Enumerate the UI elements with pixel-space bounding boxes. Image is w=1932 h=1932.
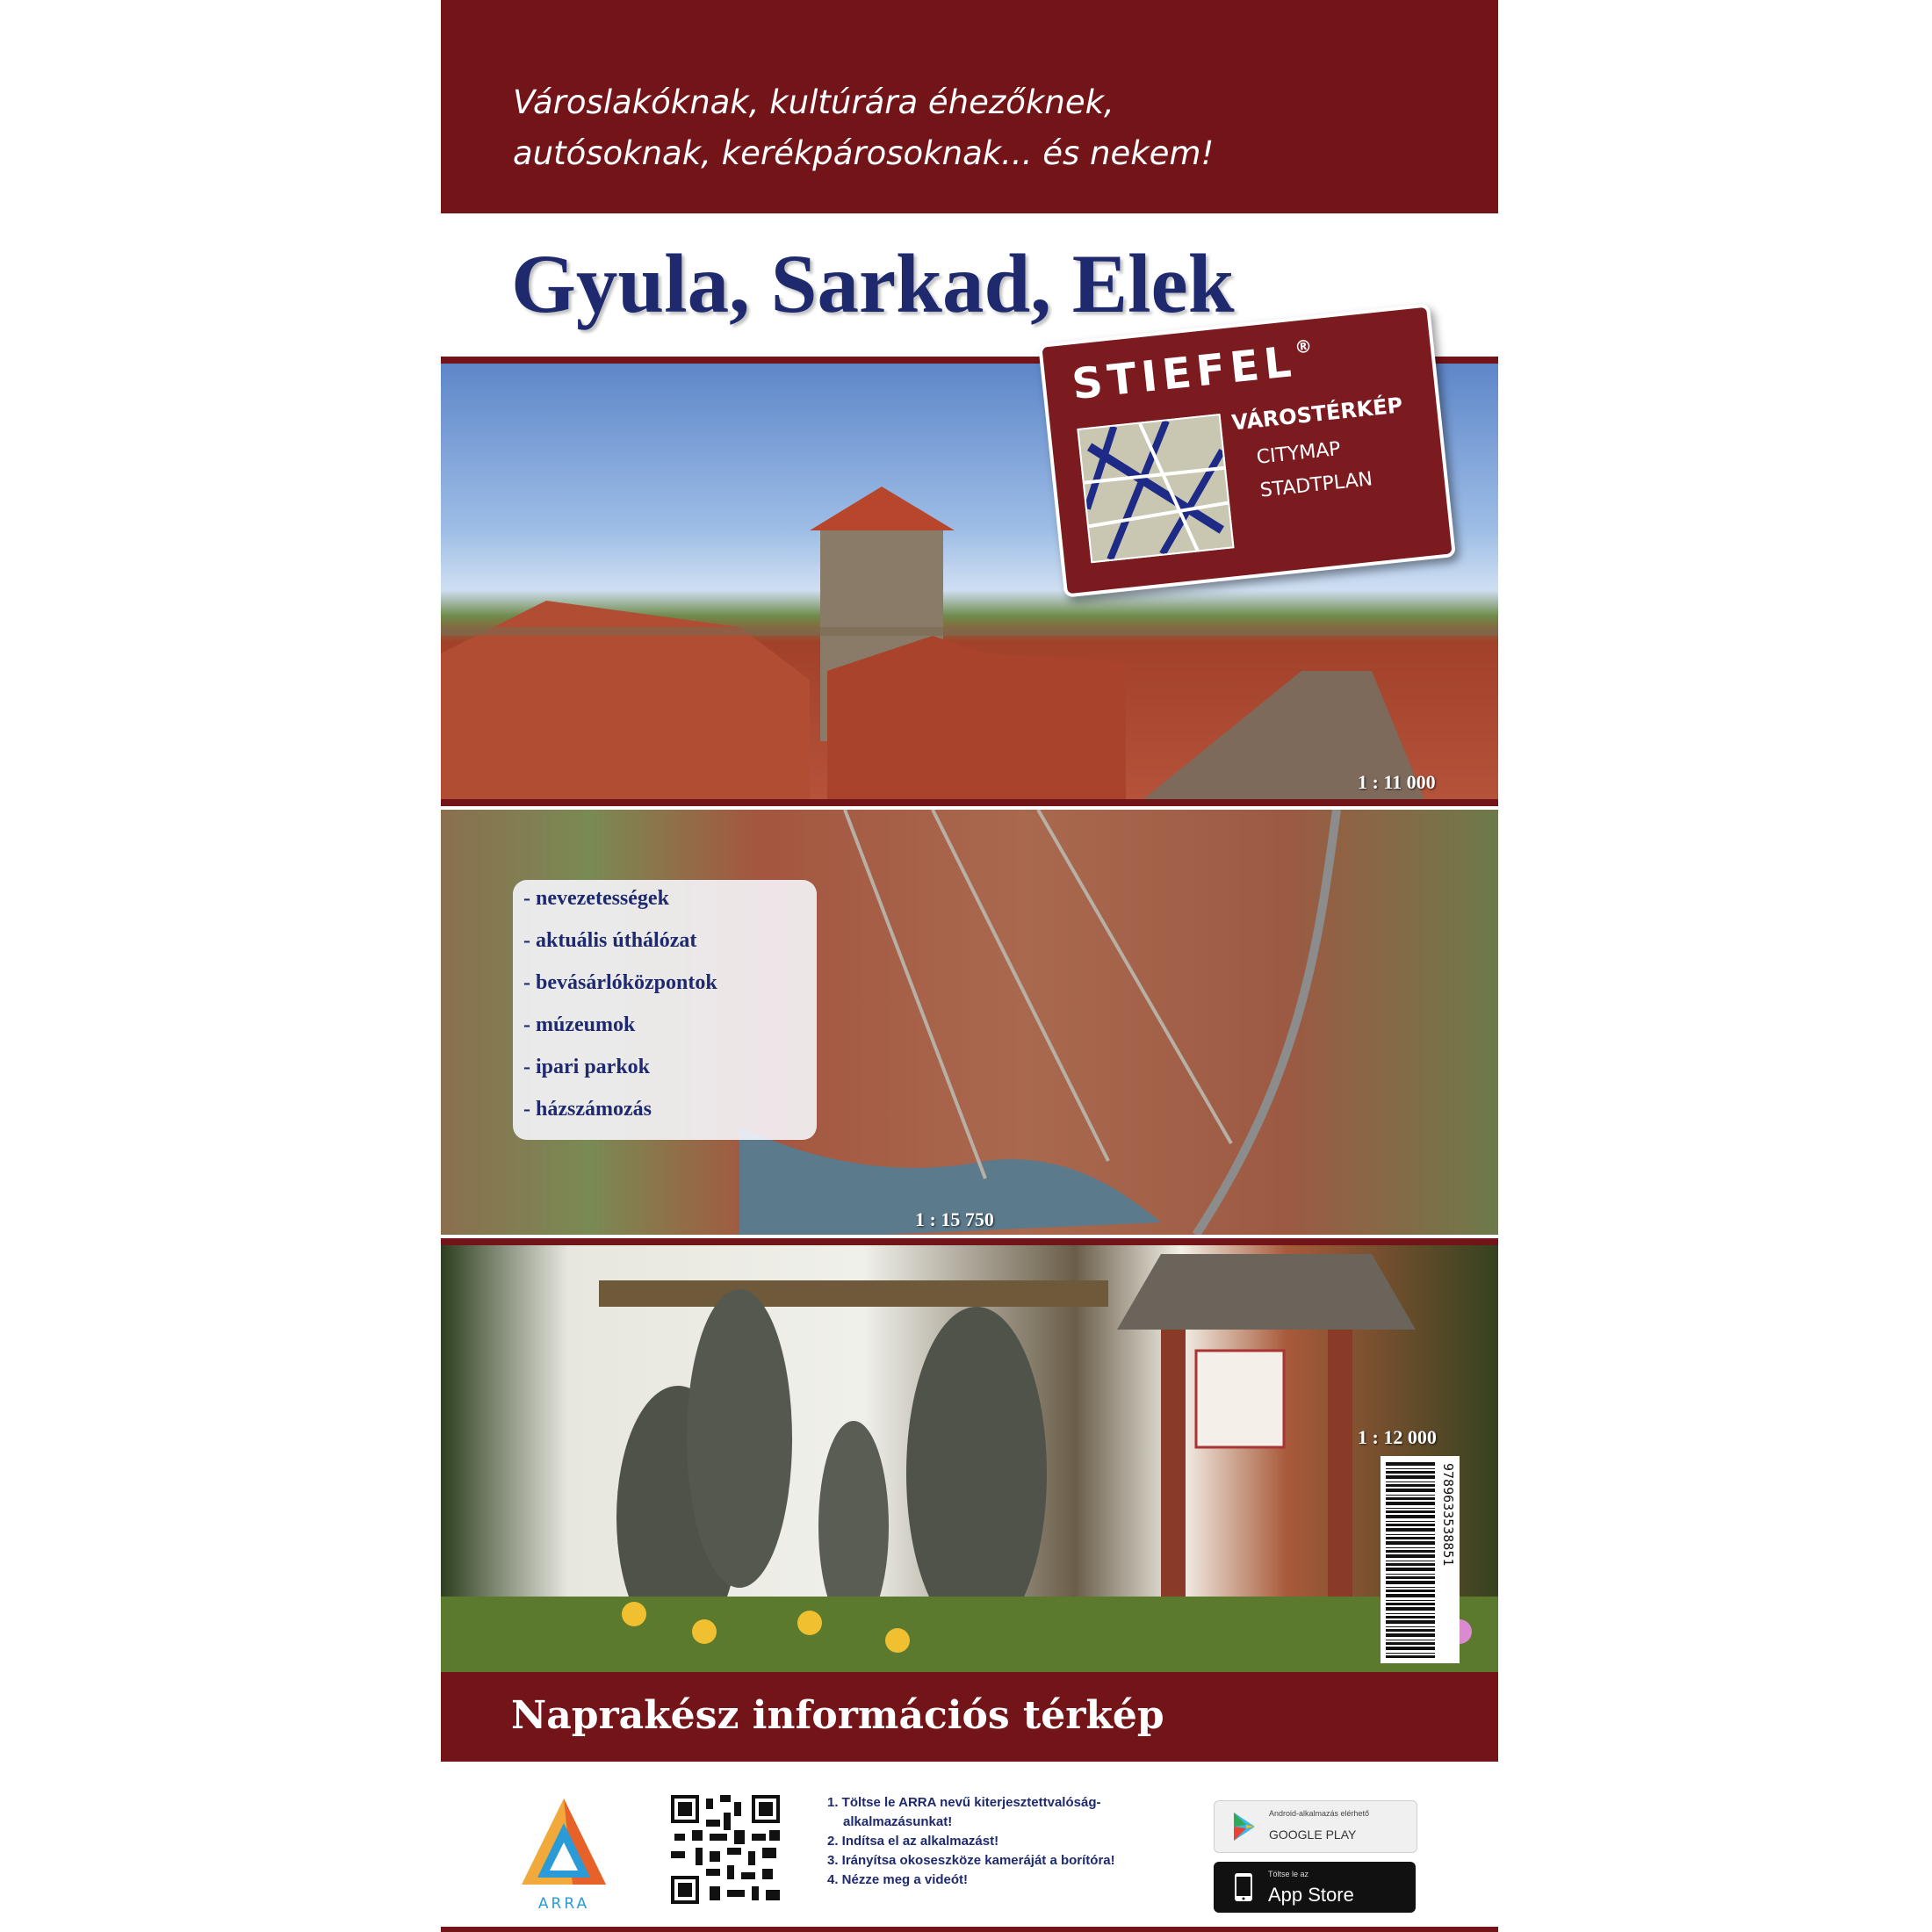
ar-step-3: 3. Irányítsa okoseszköze kameráját a borítóra! [827,1853,1115,1868]
google-play-icon [1227,1809,1262,1844]
map-cover [441,0,1498,1932]
feature-item: - bevásárlóközpontok [523,971,717,994]
bottom-band [441,1672,1498,1762]
divider-line [441,799,1498,806]
stiefel-brand [1070,335,1321,409]
app-store-button[interactable] [1214,1862,1416,1913]
badge-line-3: STADTPLAN [1258,468,1374,502]
footer-line [441,1927,1498,1932]
badge-line-2: CITYMAP [1255,437,1342,469]
google-play-label: GOOGLE PLAY [1269,1827,1357,1842]
ar-step-2: 2. Indítsa el az alkalmazást! [827,1834,999,1849]
feature-item: - aktuális úthálózat [523,929,697,952]
barcode-digits: 9789633538851 [1440,1463,1456,1567]
feature-item: - múzeumok [523,1013,636,1036]
feature-list [513,880,817,1140]
tagline [513,77,1444,179]
scale-label-3: 1 : 12 000 [1358,1426,1437,1448]
ar-instructions [827,1793,1179,1890]
top-band [441,0,1498,213]
feature-item: - házszámozás [523,1098,652,1121]
ar-step-1: 1. Töltse le ARRA nevű kiterjesztettvalóság- [827,1795,1101,1810]
registered-mark: ® [1293,335,1319,358]
app-store-label: App Store [1268,1884,1354,1906]
feature-item: - nevezetességek [523,887,669,910]
app-store-caption: Töltse le az [1268,1870,1309,1878]
stiefel-brand-name: STIEFEL [1070,336,1299,410]
divider-line [441,1238,1498,1245]
scale-label-2: 1 : 15 750 [915,1208,994,1230]
badge-line-1: VÁROSTÉRKÉP [1230,393,1404,436]
google-play-button[interactable] [1214,1800,1417,1853]
tagline-line-1: Városlakóknak, kultúrára éhezőknek, [513,83,1114,121]
stiefel-badge [1038,303,1456,597]
statue-illustration [441,1245,1498,1672]
arra-logo-icon [520,1797,608,1893]
arra-logo-text: ARRA [537,1895,590,1913]
arra-logo [520,1797,608,1913]
google-play-caption: Android-alkalmazás elérhető [1269,1809,1370,1818]
qr-code-icon[interactable] [667,1791,783,1907]
street-grid-icon [1077,414,1234,563]
statue-photo [441,1245,1498,1672]
isbn-barcode [1381,1456,1460,1663]
tagline-line-2: autósoknak, kerékpárosoknak... és nekem! [513,134,1215,172]
barcode-bars [1386,1461,1435,1658]
cover-title: Gyula, Sarkad, Elek [511,237,1235,330]
scale-label-1: 1 : 11 000 [1358,771,1436,793]
feature-item: - ipari parkok [523,1056,651,1078]
cover-subtitle: Naprakész információs térkép [511,1693,1164,1738]
footer [441,1762,1498,1932]
ar-step-1-continued: alkalmazásunkat! [843,1814,953,1829]
ar-step-4: 4. Nézze meg a videót! [827,1872,969,1887]
apple-icon [1226,1870,1261,1905]
